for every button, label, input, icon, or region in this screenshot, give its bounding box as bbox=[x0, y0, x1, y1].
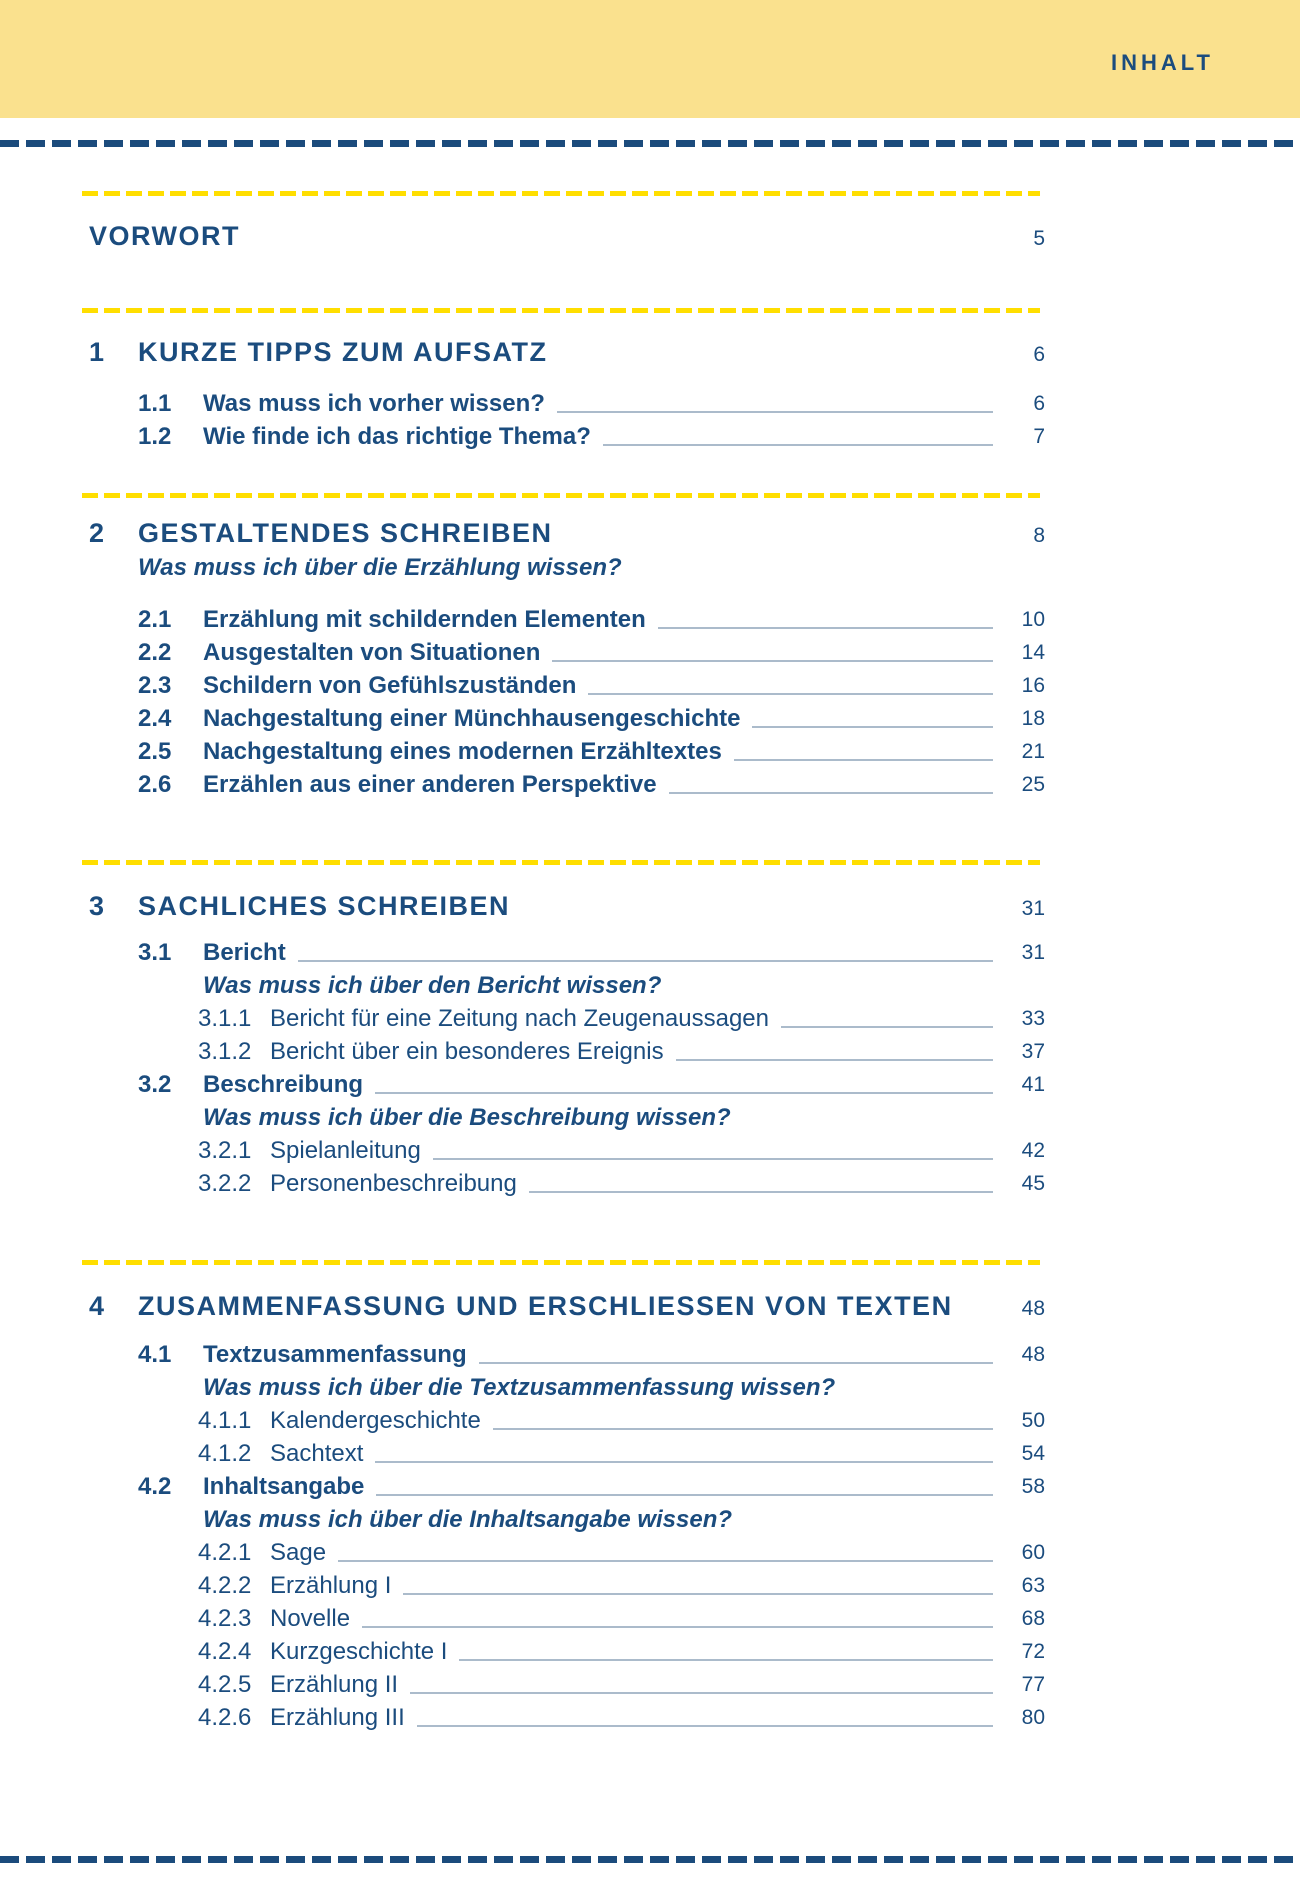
toc-row bbox=[82, 603, 1045, 636]
entry-title: Bericht bbox=[203, 939, 286, 966]
entry-page: 80 bbox=[1021, 1706, 1045, 1729]
leader-line bbox=[417, 1725, 993, 1727]
leader-line bbox=[658, 627, 993, 629]
entry-page: 63 bbox=[1021, 1574, 1045, 1597]
leader-line bbox=[459, 1659, 993, 1661]
entry-page: 37 bbox=[1021, 1040, 1045, 1063]
entry-number: 4.2.3 bbox=[198, 1605, 252, 1632]
entry-page: 33 bbox=[1021, 1007, 1045, 1030]
entry-number: 4.1.2 bbox=[198, 1440, 252, 1467]
section-separator bbox=[82, 860, 1040, 865]
entry-title: Novelle bbox=[270, 1605, 351, 1632]
entry-title: Personenbeschreibung bbox=[270, 1170, 517, 1197]
section-vorwort bbox=[82, 220, 1045, 253]
page-title: INHALT bbox=[1110, 50, 1214, 75]
toc-row bbox=[82, 420, 1045, 453]
top-dashed-rule bbox=[0, 140, 1300, 147]
entry-number: 4.2.5 bbox=[198, 1671, 252, 1698]
entry-number: 2.6 bbox=[138, 771, 172, 798]
toc-row bbox=[82, 1134, 1045, 1167]
toc-row bbox=[82, 1536, 1045, 1569]
toc-row bbox=[82, 1701, 1045, 1734]
toc-row bbox=[82, 1668, 1045, 1701]
section-separator bbox=[82, 493, 1040, 498]
entry-number: 1.2 bbox=[138, 423, 172, 450]
section-page: 5 bbox=[1033, 227, 1045, 250]
entry-number: 4.1 bbox=[138, 1341, 172, 1368]
entry-page: 41 bbox=[1021, 1073, 1045, 1096]
entry-number: 2.5 bbox=[138, 738, 172, 765]
leader-line bbox=[734, 759, 993, 761]
entry-page: 14 bbox=[1021, 641, 1045, 664]
toc-row bbox=[82, 1635, 1045, 1668]
entry-number: 2.4 bbox=[138, 705, 172, 732]
leader-line bbox=[529, 1191, 993, 1193]
section-heading bbox=[82, 1288, 1045, 1324]
entry-page: 54 bbox=[1021, 1442, 1045, 1465]
section-separator bbox=[82, 1260, 1040, 1265]
toc-row bbox=[82, 1002, 1045, 1035]
entry-title: Erzählung II bbox=[270, 1671, 399, 1698]
entry-title: Schildern von Gefühlszuständen bbox=[203, 672, 577, 699]
entry-title: Nachgestaltung einer Münchhausengeschichte bbox=[203, 705, 741, 732]
toc-row bbox=[82, 936, 1045, 969]
entry-page: 48 bbox=[1021, 1343, 1045, 1366]
section-number: 2 bbox=[89, 518, 106, 548]
section-title: ZUSAMMENFASSUNG UND ERSCHLIESSEN VON TEXTEN bbox=[138, 1291, 953, 1321]
leader-line bbox=[493, 1428, 993, 1430]
section-number: 1 bbox=[89, 337, 106, 367]
entry-list bbox=[82, 603, 1045, 801]
header-band bbox=[0, 0, 1300, 118]
leader-line bbox=[375, 1461, 993, 1463]
entry-subtitle: Was muss ich über die Textzusammenfassung wissen? bbox=[203, 1374, 836, 1401]
entry-page: 21 bbox=[1021, 740, 1045, 763]
section-title: VORWORT bbox=[89, 221, 240, 251]
leader-line bbox=[676, 1059, 993, 1061]
toc-row bbox=[82, 636, 1045, 669]
section-heading bbox=[82, 515, 1045, 551]
section-separator bbox=[82, 308, 1040, 313]
bottom-dashed-rule bbox=[0, 1856, 1300, 1863]
section-number: 4 bbox=[89, 1291, 106, 1321]
entry-title: Erzählung III bbox=[270, 1704, 405, 1731]
section-number: 3 bbox=[89, 891, 106, 921]
entry-number: 4.2.1 bbox=[198, 1539, 252, 1566]
section-heading bbox=[82, 220, 1045, 253]
leader-line bbox=[588, 693, 993, 695]
section-page: 31 bbox=[1021, 897, 1045, 920]
section-page: 48 bbox=[1021, 1297, 1045, 1320]
entry-title: Sachtext bbox=[270, 1440, 364, 1467]
entry-title: Erzählung mit schildernden Elementen bbox=[203, 606, 646, 633]
toc-row bbox=[82, 1437, 1045, 1470]
entry-title: Wie finde ich das richtige Thema? bbox=[203, 423, 591, 450]
toc-row bbox=[82, 1602, 1045, 1635]
entry-page: 16 bbox=[1021, 674, 1045, 697]
leader-line bbox=[603, 444, 993, 446]
leader-line bbox=[362, 1626, 993, 1628]
entry-number: 2.3 bbox=[138, 672, 172, 699]
leader-line bbox=[669, 792, 993, 794]
entry-title: Erzählen aus einer anderen Perspektive bbox=[203, 771, 657, 798]
leader-line bbox=[781, 1026, 993, 1028]
entry-title: Ausgestalten von Situationen bbox=[203, 639, 541, 666]
entry-number: 3.1 bbox=[138, 939, 172, 966]
toc-row bbox=[82, 1569, 1045, 1602]
entry-page: 10 bbox=[1021, 608, 1045, 631]
entry-list bbox=[82, 387, 1045, 453]
toc-row bbox=[82, 1404, 1045, 1437]
section-4 bbox=[82, 1288, 1045, 1734]
section-page: 8 bbox=[1033, 524, 1045, 547]
entry-number: 3.1.2 bbox=[198, 1038, 252, 1065]
leader-line bbox=[338, 1560, 993, 1562]
entry-number: 4.1.1 bbox=[198, 1407, 252, 1434]
section-title: KURZE TIPPS ZUM AUFSATZ bbox=[138, 337, 548, 367]
toc-row bbox=[82, 1035, 1045, 1068]
leader-line bbox=[375, 1092, 993, 1094]
entry-page: 50 bbox=[1021, 1409, 1045, 1432]
entry-title: Sage bbox=[270, 1539, 327, 1566]
entry-title: Kalendergeschichte bbox=[270, 1407, 481, 1434]
entry-number: 1.1 bbox=[138, 390, 172, 417]
toc-row bbox=[82, 768, 1045, 801]
section-subtitle: Was muss ich über die Erzählung wissen? bbox=[138, 554, 622, 581]
entry-subtitle: Was muss ich über die Beschreibung wissen? bbox=[203, 1104, 731, 1131]
section-heading bbox=[82, 334, 1045, 370]
entry-number: 3.1.1 bbox=[198, 1005, 252, 1032]
toc-row bbox=[82, 1068, 1045, 1101]
entry-title: Inhaltsangabe bbox=[203, 1473, 365, 1500]
entry-number: 2.2 bbox=[138, 639, 172, 666]
entry-subtitle: Was muss ich über die Inhaltsangabe wissen? bbox=[203, 1506, 733, 1533]
entry-title: Textzusammenfassung bbox=[203, 1341, 467, 1368]
toc-row bbox=[82, 735, 1045, 768]
entry-subtitle: Was muss ich über den Bericht wissen? bbox=[203, 972, 662, 999]
entry-title: Erzählung I bbox=[270, 1572, 392, 1599]
toc-row bbox=[82, 1167, 1045, 1200]
entry-page: 7 bbox=[1033, 425, 1045, 448]
section-separator bbox=[82, 191, 1040, 196]
section-1 bbox=[82, 334, 1045, 453]
entry-number: 3.2.1 bbox=[198, 1137, 252, 1164]
section-title: SACHLICHES SCHREIBEN bbox=[138, 891, 511, 921]
leader-line bbox=[376, 1494, 993, 1496]
entry-number: 3.2 bbox=[138, 1071, 172, 1098]
entry-number: 4.2.4 bbox=[198, 1638, 252, 1665]
leader-line bbox=[298, 960, 993, 962]
entry-page: 60 bbox=[1021, 1541, 1045, 1564]
entry-number: 3.2.2 bbox=[198, 1170, 252, 1197]
entry-title: Nachgestaltung eines modernen Erzähltextes bbox=[203, 738, 722, 765]
toc-row bbox=[82, 1338, 1045, 1371]
section-heading bbox=[82, 888, 1045, 924]
leader-line bbox=[403, 1593, 993, 1595]
entry-page: 45 bbox=[1021, 1172, 1045, 1195]
entry-number: 2.1 bbox=[138, 606, 172, 633]
entry-page: 6 bbox=[1033, 392, 1045, 415]
entry-page: 77 bbox=[1021, 1673, 1045, 1696]
section-3 bbox=[82, 888, 1045, 1200]
leader-line bbox=[752, 726, 993, 728]
section-page: 6 bbox=[1033, 343, 1045, 366]
entry-title: Bericht über ein besonderes Ereignis bbox=[270, 1038, 664, 1065]
entry-title: Bericht für eine Zeitung nach Zeugenaussagen bbox=[270, 1005, 769, 1032]
entry-title: Beschreibung bbox=[203, 1071, 364, 1098]
entry-page: 68 bbox=[1021, 1607, 1045, 1630]
entry-page: 58 bbox=[1021, 1475, 1045, 1498]
entry-number: 4.2 bbox=[138, 1473, 172, 1500]
entry-title: Kurzgeschichte I bbox=[270, 1638, 448, 1665]
entry-list bbox=[82, 1338, 1045, 1734]
leader-line bbox=[479, 1362, 993, 1364]
leader-line bbox=[433, 1158, 993, 1160]
entry-page: 72 bbox=[1021, 1640, 1045, 1663]
toc-row bbox=[82, 1470, 1045, 1503]
entry-number: 4.2.2 bbox=[198, 1572, 252, 1599]
section-title: GESTALTENDES SCHREIBEN bbox=[138, 518, 553, 548]
entry-title: Was muss ich vorher wissen? bbox=[203, 390, 545, 417]
entry-page: 42 bbox=[1021, 1139, 1045, 1162]
leader-line bbox=[552, 660, 993, 662]
entry-number: 4.2.6 bbox=[198, 1704, 252, 1731]
section-2 bbox=[82, 515, 1045, 801]
leader-line bbox=[557, 411, 993, 413]
entry-page: 31 bbox=[1021, 941, 1045, 964]
entry-page: 25 bbox=[1021, 773, 1045, 796]
entry-title: Spielanleitung bbox=[270, 1137, 421, 1164]
leader-line bbox=[410, 1692, 993, 1694]
toc-row bbox=[82, 387, 1045, 420]
entry-page: 18 bbox=[1021, 707, 1045, 730]
entry-list bbox=[82, 936, 1045, 1200]
toc-row bbox=[82, 702, 1045, 735]
toc-row bbox=[82, 669, 1045, 702]
